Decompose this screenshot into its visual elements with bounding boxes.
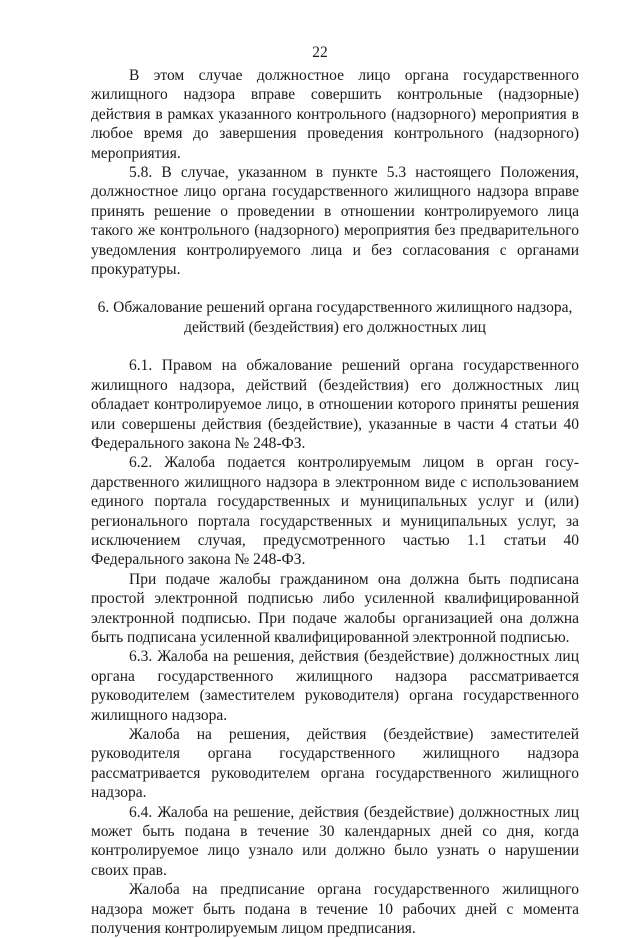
section-heading <box>91 298 579 337</box>
section-heading-line: действий (бездействия) его должностных лиц <box>184 318 486 336</box>
paragraph: 6.4. Жалоба на решение, действия (бездействие) должностных лиц может быть подана в течение 30 календарных дней со дня, когда контролируемое лицо узнало или должно было узнать о нарушении своих прав. <box>91 803 579 879</box>
paragraph: Жалоба на решения, действия (бездействие) заместителей руководителя органа государственного жилищного надзора рассматривается руководителем органа государственного жилищного надзора. <box>91 726 579 802</box>
paragraph: 5.8. В случае, указанном в пункте 5.3 настоящего Положения, должностное лицо органа государственного жилищного надзора вправе принять решение о проведении в отношении контролируемого лица такого же контрольного (надзорного) мероприятия без предварительного уведомления контролируемого лица и без согласования с органами прокуратуры. <box>91 164 579 279</box>
section-heading-line: 6. Обжалование решений органа государственного жилищного надзора, <box>97 299 573 317</box>
paragraph: Жалоба на предписание органа государственного жилищного надзора может быть подана в течение 10 рабочих дней с момента получения контролируемым лицом предписания. <box>91 881 579 938</box>
paragraph: 6.1. Правом на обжалование решений органа государственного жилищного надзора, действий (бездействия) его должностных лиц обладает контролируемое лицо, в отношении которого приняты решения или совершены действия (бездействие), указанные в части 4 статьи 40 Федерального закона № 248-ФЗ. <box>91 357 579 452</box>
paragraph: 6.3. Жалоба на решения, действия (бездействие) должностных лиц органа государственного жилищного надзора рассматривается руководителем (заместителем руководителя) органа государственного жилищного надзора. <box>91 648 579 724</box>
document-body <box>91 66 579 938</box>
paragraph: В этом случае должностное лицо органа государственного жилищного надзора вправе совершить контрольные (надзорные) действия в рамках указанного контрольного (надзорного) мероприятия в любое время до завершения проведения контрольного (надзорного) мероприятия. <box>91 67 579 162</box>
paragraph: При подаче жалобы гражданином она должна быть подписана простой электронной подписью либо усиленной квалифицированной электронной подписью. При подаче жалобы организацией она должна быть подписана усиленной квалифицированной электронной подписью. <box>91 570 579 646</box>
page-number: 22 <box>312 44 328 61</box>
paragraph: 6.2. Жалоба подается контролируемым лицом в орган государственного жилищного надзора в электронном виде с использованием единого портала государственных и муниципальных услуг и (или) регионального портала государственных и муниципальных услуг, за исключением случая, предусмотренного частью 1.1 статьи 40 Федерального закона № 248-ФЗ. <box>91 454 579 569</box>
